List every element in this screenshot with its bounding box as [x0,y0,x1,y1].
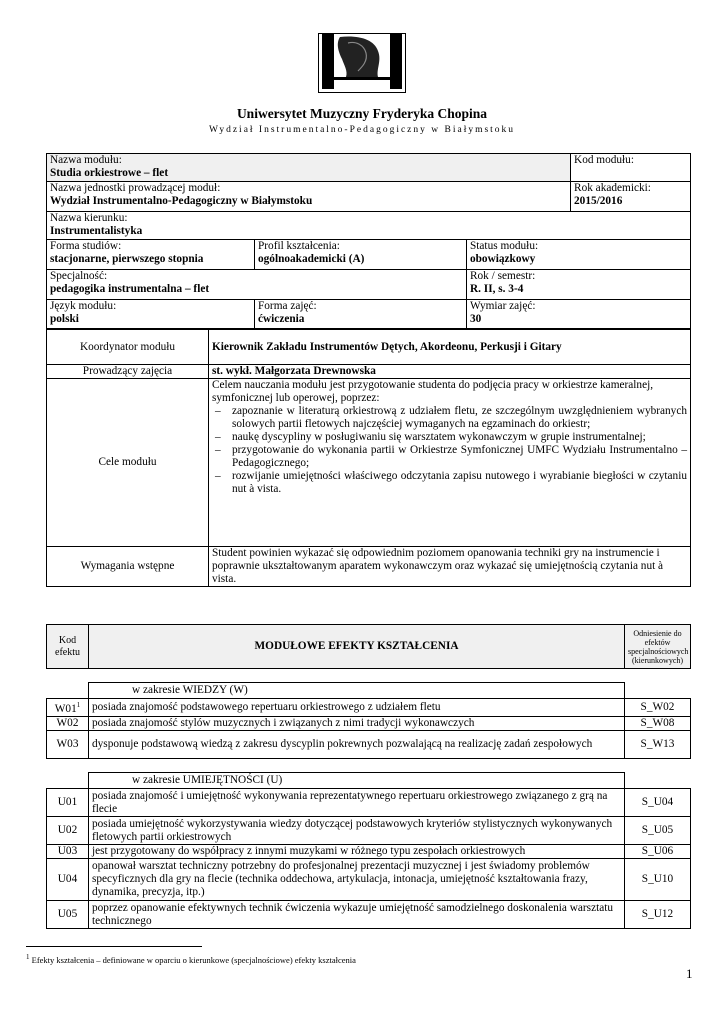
cell-year [571,182,691,212]
goal-item: – naukę dyscypliny w posługiwaniu się warsztatem wykonawczym w grupie instrumentalnej; [212,431,687,444]
table-row [47,817,691,845]
footnote-mark: 1 [76,701,81,709]
skills-section-row [47,773,691,789]
effect-code: W03 [47,730,89,758]
language: polski [50,313,79,325]
row-module-name [47,154,691,182]
effect-code [47,699,89,717]
footnote [26,953,356,965]
row-lang [47,300,691,329]
effect-ref: S_W08 [625,716,691,730]
effect-text: dysponuje podstawową wiedzą z zakresu dyscyplin pokrewnych pozwalającą na realizację zadań zespołowych [89,730,625,758]
label: Specjalność: [50,270,108,282]
label: Forma zajęć: [258,300,317,312]
row-goals [47,379,691,547]
row-teacher [47,365,691,379]
cell-semester [467,270,691,300]
goals-intro: Celem nauczania modułu jest przygotowanie studenta do podjęcia pracy w orkiestrze kameralnej, symfonicznej lub operowej, poprzez: [212,379,654,404]
cell-field [47,212,691,240]
table-row [47,716,691,730]
effect-text: posiada znajomość podstawowego repertuaru orkiestrowego z udziałem fletu [89,699,625,717]
spacer [47,773,89,789]
effect-ref: S_U12 [625,901,691,929]
cell-module-name [47,154,571,182]
effects-header-table [46,624,691,669]
effect-code: U02 [47,817,89,845]
effect-text: opanował warsztat techniczny potrzebny do profesjonalnej prezentacji muzycznej i jest świadomy problemów specyficznych dla gry na flecie (technika oddechowa, artykulacja, intonacja, umiejętność kształtowania frazy, dynamika, precyzja, itp.) [89,859,625,901]
label: Status modułu: [470,240,539,252]
effects-title: MODUŁOWE EFEKTY KSZTAŁCENIA [89,625,625,669]
table-row [47,730,691,758]
semester: R. II, s. 3-4 [470,283,524,295]
table-row [47,901,691,929]
cell-module-code [571,154,691,182]
goal-item: – przygotowanie do wykonania partii w Orkiestrze Symfonicznej UMFC Wydziału Instrumentalno – Pedagogicznego; [212,444,687,470]
effect-code: W02 [47,716,89,730]
effect-text: posiada umiejętność wykorzystywania wiedzy dotyczącej podstawowych kryteriów stylistycznych wykonywanych fletowych partii orkiestrowych [89,817,625,845]
module-name: Studia orkiestrowe – flet [50,167,169,179]
university-logo [318,33,406,93]
effect-ref: S_U05 [625,817,691,845]
table-row [47,845,691,859]
requirements: Student powinien wykazać się odpowiednim poziomem opanowania techniki gry na instrumencie i poprawnie ukształtowanym aparatem wykonawczym oraz wykazać się umiejętnością czytania nut à vista. [209,547,691,587]
effect-ref: S_U06 [625,845,691,859]
label: Nazwa modułu: [50,154,122,166]
goal-item: – rozwijanie umiejętności właściwego odczytania zapisu nutowego i wyrabianie biegłości w czytaniu nut à vista. [212,470,687,496]
module-details-table [46,329,691,587]
skills-table [46,772,691,929]
goals-cell [209,379,691,547]
table-row [47,859,691,901]
goals-list [212,405,687,496]
label: Nazwa jednostki prowadzącej moduł: [50,182,221,194]
knowledge-label: w zakresie WIEDZY (W) [89,683,625,699]
hours: 30 [470,313,482,325]
knowledge-table [46,682,691,759]
effect-ref: S_W02 [625,699,691,717]
unit-name: Wydział Instrumentalno-Pedagogiczny w Białymstoku [50,195,313,207]
row-requirements [47,547,691,587]
row-spec [47,270,691,300]
table-row [47,789,691,817]
spacer [47,683,89,699]
effect-text: posiada znajomość stylów muzycznych i związanych z nimi tradycji wykonawczych [89,716,625,730]
field-name: Instrumentalistyka [50,225,143,237]
effect-code-header: Kod efektu [47,625,89,669]
cell-unit [47,182,571,212]
profile: ogólnoakademicki (A) [258,253,365,265]
effect-code: U01 [47,789,89,817]
cell-spec [47,270,467,300]
coordinator: Kierownik Zakładu Instrumentów Dętych, Akordeonu, Perkusji i Gitary [209,330,691,365]
footnote-text: Efekty kształcenia – definiowane w oparciu o kierunkowe (specjalnościowe) efekty kształcenia [29,954,356,965]
teacher: st. wykł. Małgorzata Drewnowska [209,365,691,379]
goals-label: Cele modułu [47,379,209,547]
cell-form [47,240,255,270]
university-name: Uniwersytet Muzyczny Fryderyka Chopina [236,106,488,121]
row-form [47,240,691,270]
department-name: Wydział Instrumentalno-Pedagogiczny w Białymstoku [208,125,516,135]
effect-code: U05 [47,901,89,929]
class-form: ćwiczenia [258,313,305,325]
cell-hours [467,300,691,329]
row-unit [47,182,691,212]
footnote-divider [26,946,202,947]
label: Wymiar zajęć: [470,300,536,312]
label: Nazwa kierunku: [50,212,128,224]
effect-ref-header: Odniesienie do efektów specjalnościowych (kierunkowych) [625,625,691,669]
effects-header-row [47,625,691,669]
row-field [47,212,691,240]
effect-text: poprzez opanowanie efektywnych technik ćwiczenia wykazuje umiejętność samodzielnego doskonalenia warsztatu technicznego [89,901,625,929]
academic-year: 2015/2016 [574,195,623,207]
effect-code: U04 [47,859,89,901]
row-coordinator [47,330,691,365]
spacer [625,773,691,789]
cell-lang [47,300,255,329]
status: obowiązkowy [470,253,536,265]
label: Rok akademicki: [574,182,651,194]
label: Kod modułu: [574,154,634,166]
goal-item: – zapoznanie w literaturą orkiestrową z udziałem fletu, ze szczególnym uwzględnieniem wybranych solowych partii fletowych najczęściej wymaganych na egzaminach do orkiestr; [212,405,687,431]
cell-classes [255,300,467,329]
code-text: W01 [54,702,77,715]
footnote-mark: 1 [26,953,30,961]
coordinator-label: Koordynator modułu [47,330,209,365]
effect-code: U03 [47,845,89,859]
cell-status [467,240,691,270]
label: Język modułu: [50,300,117,312]
effect-ref: S_W13 [625,730,691,758]
label: Profil kształcenia: [258,240,340,252]
label: Forma studiów: [50,240,122,252]
effect-text: jest przygotowany do współpracy z innymi muzykami w różnego typu zespołach orkiestrowych [89,845,625,859]
effect-text: posiada znajomość i umiejętność wykonywania reprezentatywnego repertuaru orkiestrowego związanego z grą na flecie [89,789,625,817]
spacer [625,683,691,699]
effect-ref: S_U10 [625,859,691,901]
cell-profile [255,240,467,270]
skills-label: w zakresie UMIEJĘTNOŚCI (U) [89,773,625,789]
label: Rok / semestr: [470,270,536,282]
requirements-label: Wymagania wstępne [47,547,209,587]
table-row [47,699,691,717]
module-info-table [46,153,691,329]
effect-ref: S_U04 [625,789,691,817]
knowledge-section-row [47,683,691,699]
teacher-label: Prowadzący zajęcia [47,365,209,379]
study-form: stacjonarne, pierwszego stopnia [50,253,204,265]
page-number: 1 [686,966,693,981]
specialty: pedagogika instrumentalna – flet [50,283,210,295]
